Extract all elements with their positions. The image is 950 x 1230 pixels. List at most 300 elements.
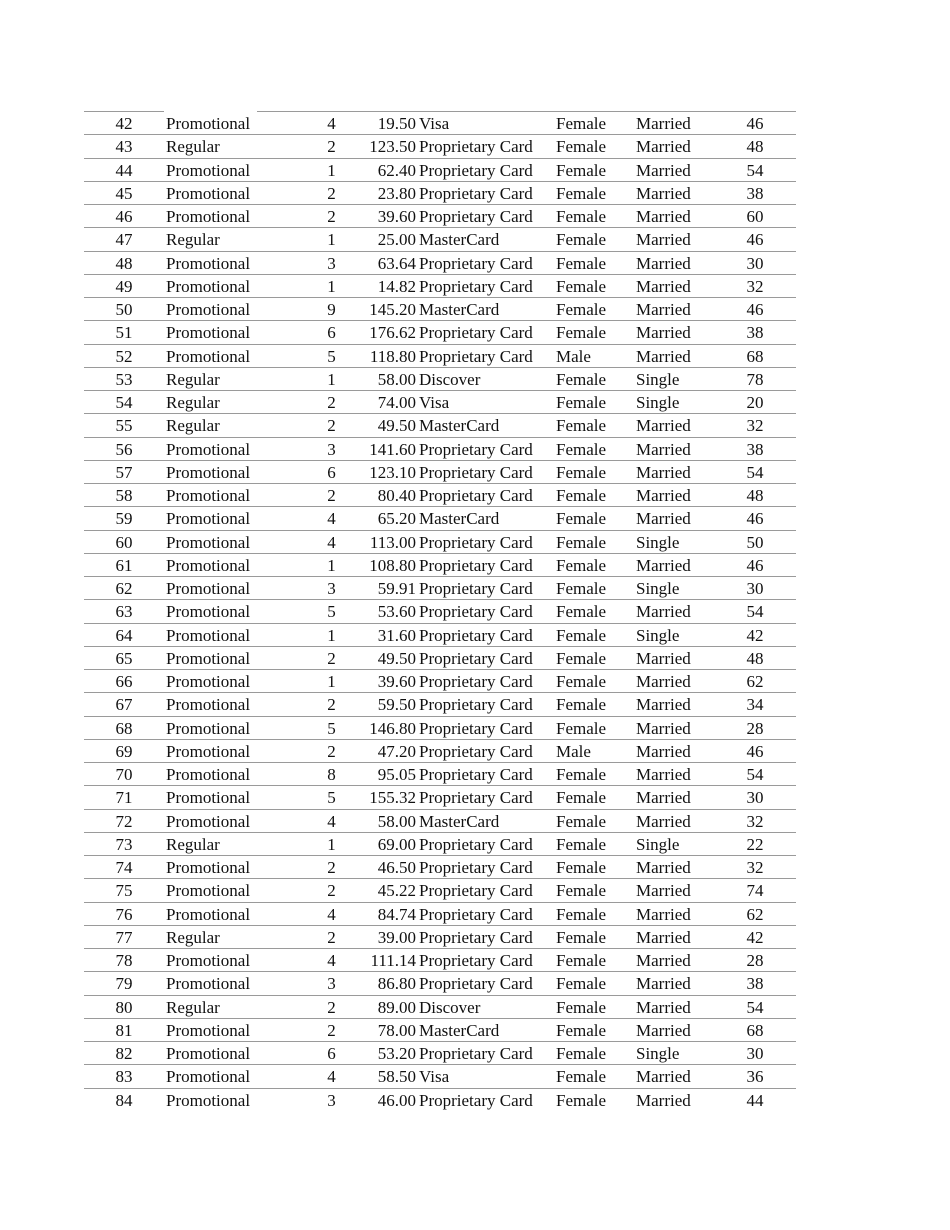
table-row — [84, 251, 796, 274]
table-row — [84, 646, 796, 669]
cell-age: 68 — [746, 346, 764, 366]
cell-marital-status: Married — [636, 811, 691, 831]
cell-gender: Female — [556, 1044, 607, 1063]
cell-gender: Female — [556, 323, 607, 343]
cell-net-sales: 86.80 — [377, 974, 416, 994]
cell-gender: Female — [556, 393, 607, 412]
cell-net-sales: 46.00 — [377, 1090, 416, 1110]
table-row — [84, 785, 796, 808]
table-row — [84, 344, 796, 367]
cell-customer-type: Promotional — [166, 602, 251, 622]
cell-gender: Male — [556, 346, 591, 366]
cell-gender: Female — [556, 416, 607, 436]
cell-gender: Female — [556, 137, 607, 157]
cell-method-of-payment: MasterCard — [419, 416, 500, 436]
cell-customer-type: Promotional — [166, 788, 251, 808]
cell-items: 1 — [327, 230, 336, 250]
cell-net-sales: 123.10 — [369, 462, 416, 482]
cell-customer-type: Promotional — [166, 509, 251, 529]
cell-items: 5 — [327, 718, 336, 738]
cell-age: 60 — [746, 207, 764, 226]
table-row — [84, 902, 796, 925]
cell-method-of-payment: Proprietary Card — [419, 672, 533, 691]
table-row — [84, 158, 796, 181]
cell-items: 1 — [327, 672, 336, 691]
cell-row-number: 51 — [115, 323, 133, 343]
table-row — [84, 1064, 796, 1087]
cell-method-of-payment: Proprietary Card — [419, 207, 533, 226]
cell-age: 68 — [746, 1020, 764, 1040]
cell-age: 46 — [746, 114, 764, 133]
cell-method-of-payment: Proprietary Card — [419, 137, 533, 157]
table-row — [84, 204, 796, 227]
cell-net-sales: 62.40 — [377, 160, 416, 180]
cell-gender: Female — [556, 974, 607, 994]
cell-age: 32 — [746, 416, 764, 436]
cell-net-sales: 47.20 — [377, 741, 416, 761]
cell-method-of-payment: Proprietary Card — [419, 951, 533, 970]
cell-net-sales: 58.00 — [377, 811, 416, 831]
cell-marital-status: Married — [636, 974, 691, 994]
cell-customer-type: Promotional — [166, 951, 251, 970]
cell-marital-status: Married — [636, 695, 691, 715]
cell-method-of-payment: Proprietary Card — [419, 904, 533, 924]
cell-marital-status: Married — [636, 416, 691, 436]
cell-marital-status: Married — [636, 160, 691, 180]
table-row — [84, 599, 796, 622]
cell-net-sales: 39.60 — [377, 672, 416, 691]
cell-items: 2 — [327, 137, 336, 157]
cell-net-sales: 80.40 — [377, 486, 416, 505]
table-row — [84, 878, 796, 901]
cell-marital-status: Single — [636, 625, 680, 645]
cell-items: 3 — [327, 579, 336, 598]
cell-items: 1 — [327, 555, 336, 575]
cell-gender: Female — [556, 695, 607, 715]
cell-age: 48 — [746, 648, 764, 668]
cell-net-sales: 176.62 — [369, 323, 416, 343]
cell-marital-status: Married — [636, 788, 691, 808]
cell-items: 2 — [327, 393, 336, 412]
table-row — [84, 739, 796, 762]
cell-method-of-payment: Proprietary Card — [419, 579, 533, 598]
cell-net-sales: 58.00 — [377, 369, 416, 389]
cell-gender: Female — [556, 788, 607, 808]
cell-items: 6 — [327, 323, 336, 343]
cell-row-number: 67 — [115, 695, 133, 715]
cell-age: 46 — [746, 230, 764, 250]
cell-customer-type: Promotional — [166, 346, 251, 366]
cell-marital-status: Married — [636, 904, 691, 924]
cell-gender: Female — [556, 207, 607, 226]
table-row — [84, 692, 796, 715]
cell-items: 3 — [327, 439, 336, 459]
cell-items: 3 — [327, 253, 336, 273]
cell-age: 32 — [746, 811, 764, 831]
cell-customer-type: Promotional — [166, 1067, 251, 1087]
cell-age: 32 — [746, 858, 764, 877]
cell-age: 78 — [746, 369, 764, 389]
cell-gender: Female — [556, 532, 607, 552]
cell-method-of-payment: Discover — [419, 997, 481, 1017]
cell-marital-status: Married — [636, 137, 691, 157]
cell-age: 54 — [746, 462, 764, 482]
cell-row-number: 55 — [115, 416, 133, 436]
cell-marital-status: Married — [636, 648, 691, 668]
cell-row-number: 44 — [115, 160, 133, 180]
cell-items: 6 — [327, 462, 336, 482]
cell-marital-status: Married — [636, 439, 691, 459]
cell-method-of-payment: Proprietary Card — [419, 532, 533, 552]
cell-gender: Female — [556, 834, 607, 854]
cell-marital-status: Married — [636, 183, 691, 203]
cell-method-of-payment: Discover — [419, 369, 481, 389]
cell-net-sales: 141.60 — [369, 439, 416, 459]
cell-age: 42 — [746, 927, 764, 947]
cell-age: 54 — [746, 160, 764, 180]
cell-method-of-payment: Proprietary Card — [419, 927, 533, 947]
table-row — [84, 437, 796, 460]
cell-marital-status: Married — [636, 765, 691, 784]
cell-row-number: 48 — [115, 253, 133, 273]
cell-row-number: 45 — [115, 183, 133, 203]
cell-items: 1 — [327, 276, 336, 296]
cell-method-of-payment: Visa — [419, 1067, 450, 1087]
cell-gender: Female — [556, 718, 607, 738]
cell-gender: Female — [556, 276, 607, 296]
cell-age: 38 — [746, 183, 764, 203]
cell-net-sales: 111.14 — [370, 951, 416, 970]
cell-method-of-payment: MasterCard — [419, 509, 500, 529]
cell-row-number: 77 — [115, 927, 133, 947]
cell-method-of-payment: Proprietary Card — [419, 881, 533, 901]
cell-net-sales: 74.00 — [377, 393, 416, 412]
cell-customer-type: Promotional — [166, 648, 251, 668]
table-row — [84, 390, 796, 413]
cell-method-of-payment: Proprietary Card — [419, 834, 533, 854]
cell-items: 6 — [327, 1044, 336, 1063]
table-row — [84, 832, 796, 855]
cell-method-of-payment: Proprietary Card — [419, 276, 533, 296]
cell-items: 2 — [327, 416, 336, 436]
cell-items: 2 — [327, 881, 336, 901]
cell-net-sales: 89.00 — [377, 997, 416, 1017]
cell-marital-status: Married — [636, 346, 691, 366]
cell-gender: Female — [556, 951, 607, 970]
cell-marital-status: Married — [636, 230, 691, 250]
cell-method-of-payment: Proprietary Card — [419, 765, 533, 784]
cell-items: 2 — [327, 997, 336, 1017]
cell-age: 22 — [746, 834, 764, 854]
cell-marital-status: Married — [636, 1067, 691, 1087]
cell-age: 62 — [746, 904, 764, 924]
cell-row-number: 72 — [115, 811, 133, 831]
cell-row-number: 81 — [115, 1020, 133, 1040]
cell-method-of-payment: Proprietary Card — [419, 160, 533, 180]
cell-row-number: 49 — [115, 276, 133, 296]
cell-row-number: 75 — [115, 881, 133, 901]
cell-customer-type: Promotional — [166, 904, 251, 924]
cell-row-number: 70 — [115, 765, 133, 784]
cell-customer-type: Regular — [166, 416, 220, 436]
cell-age: 30 — [746, 579, 764, 598]
cell-age: 46 — [746, 509, 764, 529]
cell-age: 54 — [746, 602, 764, 622]
cell-method-of-payment: Proprietary Card — [419, 183, 533, 203]
cell-method-of-payment: Proprietary Card — [419, 1090, 533, 1110]
cell-customer-type: Promotional — [166, 881, 251, 901]
cell-items: 2 — [327, 648, 336, 668]
cell-customer-type: Promotional — [166, 276, 251, 296]
table-row — [84, 483, 796, 506]
cell-net-sales: 63.64 — [377, 253, 416, 273]
cell-method-of-payment: Proprietary Card — [419, 695, 533, 715]
cell-net-sales: 146.80 — [369, 718, 416, 738]
cell-net-sales: 49.50 — [377, 648, 416, 668]
cell-items: 2 — [327, 741, 336, 761]
table-row — [84, 181, 796, 204]
cell-row-number: 76 — [115, 904, 133, 924]
cell-row-number: 82 — [115, 1044, 133, 1063]
cell-method-of-payment: Proprietary Card — [419, 625, 533, 645]
cell-gender: Female — [556, 114, 607, 133]
cell-marital-status: Married — [636, 858, 691, 877]
cell-customer-type: Promotional — [166, 579, 251, 598]
cell-method-of-payment: Proprietary Card — [419, 974, 533, 994]
cell-gender: Female — [556, 811, 607, 831]
table-row — [84, 553, 796, 576]
cell-age: 42 — [746, 625, 764, 645]
cell-age: 62 — [746, 672, 764, 691]
cell-net-sales: 118.80 — [369, 346, 416, 366]
table-row — [84, 855, 796, 878]
cell-gender: Female — [556, 1067, 607, 1087]
cell-marital-status: Married — [636, 300, 691, 319]
table-row — [84, 716, 796, 739]
cell-row-number: 74 — [115, 858, 133, 877]
cell-marital-status: Married — [636, 207, 691, 226]
cell-row-number: 54 — [115, 393, 133, 412]
cell-items: 8 — [327, 765, 336, 784]
table-row — [84, 1088, 796, 1111]
table-row — [84, 111, 796, 134]
cell-row-number: 56 — [115, 439, 133, 459]
cell-marital-status: Married — [636, 951, 691, 970]
cell-age: 32 — [746, 276, 764, 296]
cell-net-sales: 49.50 — [377, 416, 416, 436]
cell-customer-type: Promotional — [166, 1020, 251, 1040]
cell-age: 30 — [746, 788, 764, 808]
cell-gender: Female — [556, 300, 607, 319]
cell-gender: Female — [556, 881, 607, 901]
cell-customer-type: Promotional — [166, 300, 251, 319]
cell-gender: Female — [556, 1090, 607, 1110]
cell-marital-status: Single — [636, 369, 680, 389]
cell-method-of-payment: MasterCard — [419, 300, 500, 319]
cell-age: 20 — [746, 393, 764, 412]
cell-method-of-payment: MasterCard — [419, 811, 500, 831]
cell-marital-status: Single — [636, 393, 680, 412]
cell-row-number: 84 — [115, 1090, 133, 1110]
table-row — [84, 530, 796, 553]
cell-customer-type: Promotional — [166, 625, 251, 645]
cell-method-of-payment: Proprietary Card — [419, 439, 533, 459]
cell-marital-status: Married — [636, 1090, 691, 1110]
cell-items: 9 — [327, 300, 336, 319]
cell-items: 4 — [327, 114, 336, 133]
cell-marital-status: Married — [636, 602, 691, 622]
cell-row-number: 64 — [115, 625, 133, 645]
cell-gender: Female — [556, 672, 607, 691]
cell-gender: Female — [556, 369, 607, 389]
cell-net-sales: 65.20 — [377, 509, 416, 529]
cell-row-number: 47 — [115, 230, 133, 250]
cell-method-of-payment: Proprietary Card — [419, 648, 533, 668]
cell-marital-status: Married — [636, 114, 691, 133]
table-row — [84, 460, 796, 483]
cell-customer-type: Promotional — [166, 695, 251, 715]
cell-gender: Female — [556, 858, 607, 877]
cell-row-number: 65 — [115, 648, 133, 668]
table-row — [84, 367, 796, 390]
cell-customer-type: Promotional — [166, 672, 251, 691]
cell-row-number: 79 — [115, 974, 133, 994]
cell-items: 1 — [327, 160, 336, 180]
cell-gender: Female — [556, 648, 607, 668]
cell-customer-type: Promotional — [166, 555, 251, 575]
cell-method-of-payment: Proprietary Card — [419, 486, 533, 505]
cell-customer-type: Regular — [166, 230, 220, 250]
cell-row-number: 62 — [115, 579, 133, 598]
cell-net-sales: 113.00 — [369, 532, 416, 552]
cell-method-of-payment: Proprietary Card — [419, 555, 533, 575]
cell-items: 4 — [327, 532, 336, 552]
cell-net-sales: 123.50 — [369, 137, 416, 157]
cell-items: 2 — [327, 695, 336, 715]
cell-customer-type: Promotional — [166, 765, 251, 784]
cell-items: 1 — [327, 369, 336, 389]
cell-row-number: 78 — [115, 951, 133, 970]
cell-gender: Female — [556, 625, 607, 645]
cell-gender: Female — [556, 765, 607, 784]
cell-marital-status: Married — [636, 276, 691, 296]
cell-gender: Female — [556, 1020, 607, 1040]
cell-net-sales: 14.82 — [377, 276, 416, 296]
table-row — [84, 320, 796, 343]
cell-customer-type: Regular — [166, 997, 220, 1017]
cell-items: 5 — [327, 788, 336, 808]
cell-row-number: 71 — [115, 788, 133, 808]
data-table — [84, 111, 796, 1111]
table-row — [84, 809, 796, 832]
cell-method-of-payment: Proprietary Card — [419, 741, 533, 761]
cell-customer-type: Promotional — [166, 114, 251, 133]
cell-age: 54 — [746, 997, 764, 1017]
cell-net-sales: 59.91 — [377, 579, 416, 598]
cell-net-sales: 145.20 — [369, 300, 416, 319]
cell-gender: Female — [556, 509, 607, 529]
cell-age: 74 — [746, 881, 764, 901]
cell-marital-status: Married — [636, 741, 691, 761]
cell-method-of-payment: Proprietary Card — [419, 253, 533, 273]
table-row — [84, 995, 796, 1018]
cell-net-sales: 31.60 — [377, 625, 416, 645]
cell-gender: Female — [556, 462, 607, 482]
cell-marital-status: Married — [636, 672, 691, 691]
cell-age: 48 — [746, 137, 764, 157]
cell-method-of-payment: Visa — [419, 114, 450, 133]
cell-customer-type: Promotional — [166, 1044, 251, 1063]
table-row — [84, 669, 796, 692]
cell-age: 46 — [746, 741, 764, 761]
table-row — [84, 227, 796, 250]
cell-method-of-payment: Proprietary Card — [419, 602, 533, 622]
cell-marital-status: Single — [636, 532, 680, 552]
cell-items: 3 — [327, 1090, 336, 1110]
table-row — [84, 925, 796, 948]
cell-row-number: 58 — [115, 486, 133, 505]
cell-row-number: 50 — [115, 300, 133, 319]
cell-customer-type: Regular — [166, 834, 220, 854]
cell-items: 2 — [327, 1020, 336, 1040]
table-row — [84, 297, 796, 320]
table-row — [84, 134, 796, 157]
table-row — [84, 506, 796, 529]
cell-gender: Female — [556, 904, 607, 924]
cell-items: 5 — [327, 602, 336, 622]
cell-row-number: 60 — [115, 532, 133, 552]
cell-net-sales: 95.05 — [377, 765, 416, 784]
cell-row-number: 53 — [115, 369, 133, 389]
table-row — [84, 413, 796, 436]
cell-age: 38 — [746, 439, 764, 459]
cell-net-sales: 78.00 — [377, 1020, 416, 1040]
cell-gender: Female — [556, 997, 607, 1017]
cell-marital-status: Married — [636, 253, 691, 273]
cell-customer-type: Promotional — [166, 253, 251, 273]
cell-gender: Female — [556, 160, 607, 180]
cell-items: 5 — [327, 346, 336, 366]
cell-gender: Female — [556, 439, 607, 459]
cell-customer-type: Promotional — [166, 532, 251, 552]
cell-marital-status: Married — [636, 881, 691, 901]
cell-gender: Female — [556, 183, 607, 203]
cell-row-number: 46 — [115, 207, 133, 226]
cell-items: 4 — [327, 904, 336, 924]
cell-customer-type: Promotional — [166, 160, 251, 180]
cell-items: 2 — [327, 858, 336, 877]
cell-method-of-payment: Proprietary Card — [419, 1044, 533, 1063]
cell-marital-status: Married — [636, 486, 691, 505]
cell-gender: Male — [556, 741, 591, 761]
cell-net-sales: 25.00 — [377, 230, 416, 250]
table-row — [84, 274, 796, 297]
cell-age: 50 — [746, 532, 764, 552]
cell-age: 34 — [746, 695, 764, 715]
cell-net-sales: 19.50 — [377, 114, 416, 133]
cell-marital-status: Married — [636, 323, 691, 343]
cell-age: 30 — [746, 1044, 764, 1063]
cell-net-sales: 23.80 — [377, 183, 416, 203]
cell-marital-status: Married — [636, 1020, 691, 1040]
cell-row-number: 73 — [115, 834, 133, 854]
cell-items: 4 — [327, 811, 336, 831]
cell-customer-type: Promotional — [166, 207, 251, 226]
cell-row-number: 42 — [115, 114, 133, 133]
cell-age: 36 — [746, 1067, 764, 1087]
cell-gender: Female — [556, 230, 607, 250]
cell-customer-type: Promotional — [166, 1090, 251, 1110]
